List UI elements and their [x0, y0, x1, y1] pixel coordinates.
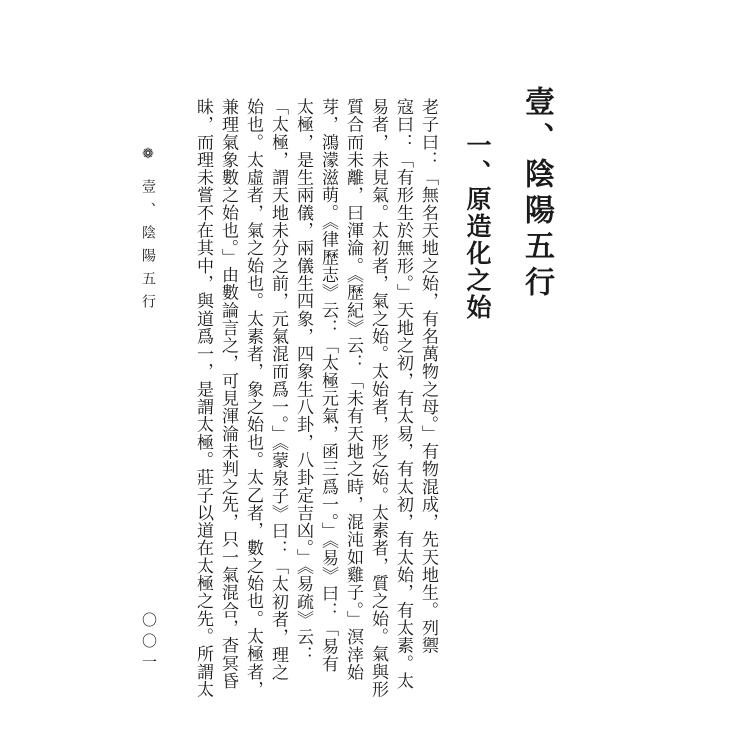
running-head	[136, 146, 158, 317]
body-column: 寇曰：「有形生於無形。」天地之初，有太易，有太初，有太始，有太素。太	[393, 98, 413, 690]
body-column: 易者，未見氣。太初者，氣之始。太始者，形之始。太素者，質之始。氣與形	[368, 98, 388, 699]
body-column: 始也。太虛者，氣之始也。太素者，象之始也。太乙者，數之始也。太極者，	[243, 98, 263, 699]
body-column: 兼理氣象數之始也。」由數論言之，可見渾淪未判之先，只一氣混合，杳冥昏	[218, 98, 238, 690]
page-number: 〇〇一	[140, 612, 158, 675]
body-column: 質合而未離，曰渾淪。《歷紀》云：「未有天地之時，混沌如雞子。」溟涬始	[343, 98, 363, 682]
running-head-text: 壹、陰陽五行	[140, 179, 156, 317]
body-column: 「太極，謂天地未分之前，元氣混而爲一。」《蒙泉子》曰：「太初者，理之	[268, 98, 288, 682]
body-column: 昧，而理未嘗不在其中，與道爲一，是謂太極。莊子以道在太極之先。所謂太	[193, 98, 213, 699]
flower-ornament-icon: ❁	[140, 146, 156, 171]
body-column: 芽，鴻濛滋萌。《律歷志》云：「太極元氣，函三爲一。」《易》曰：「易有	[318, 98, 338, 673]
chapter-title: 壹、陰陽五行	[519, 86, 554, 302]
section-title: 一、原造化之始	[463, 132, 492, 321]
body-column: 太極，是生兩儀，兩儀生四象，四象生八卦，八卦定吉凶。」《易疏》云：	[293, 98, 313, 664]
body-column: 老子曰：「無名天地之始，有名萬物之母。」有物混成，先天地生。列禦	[418, 98, 438, 655]
